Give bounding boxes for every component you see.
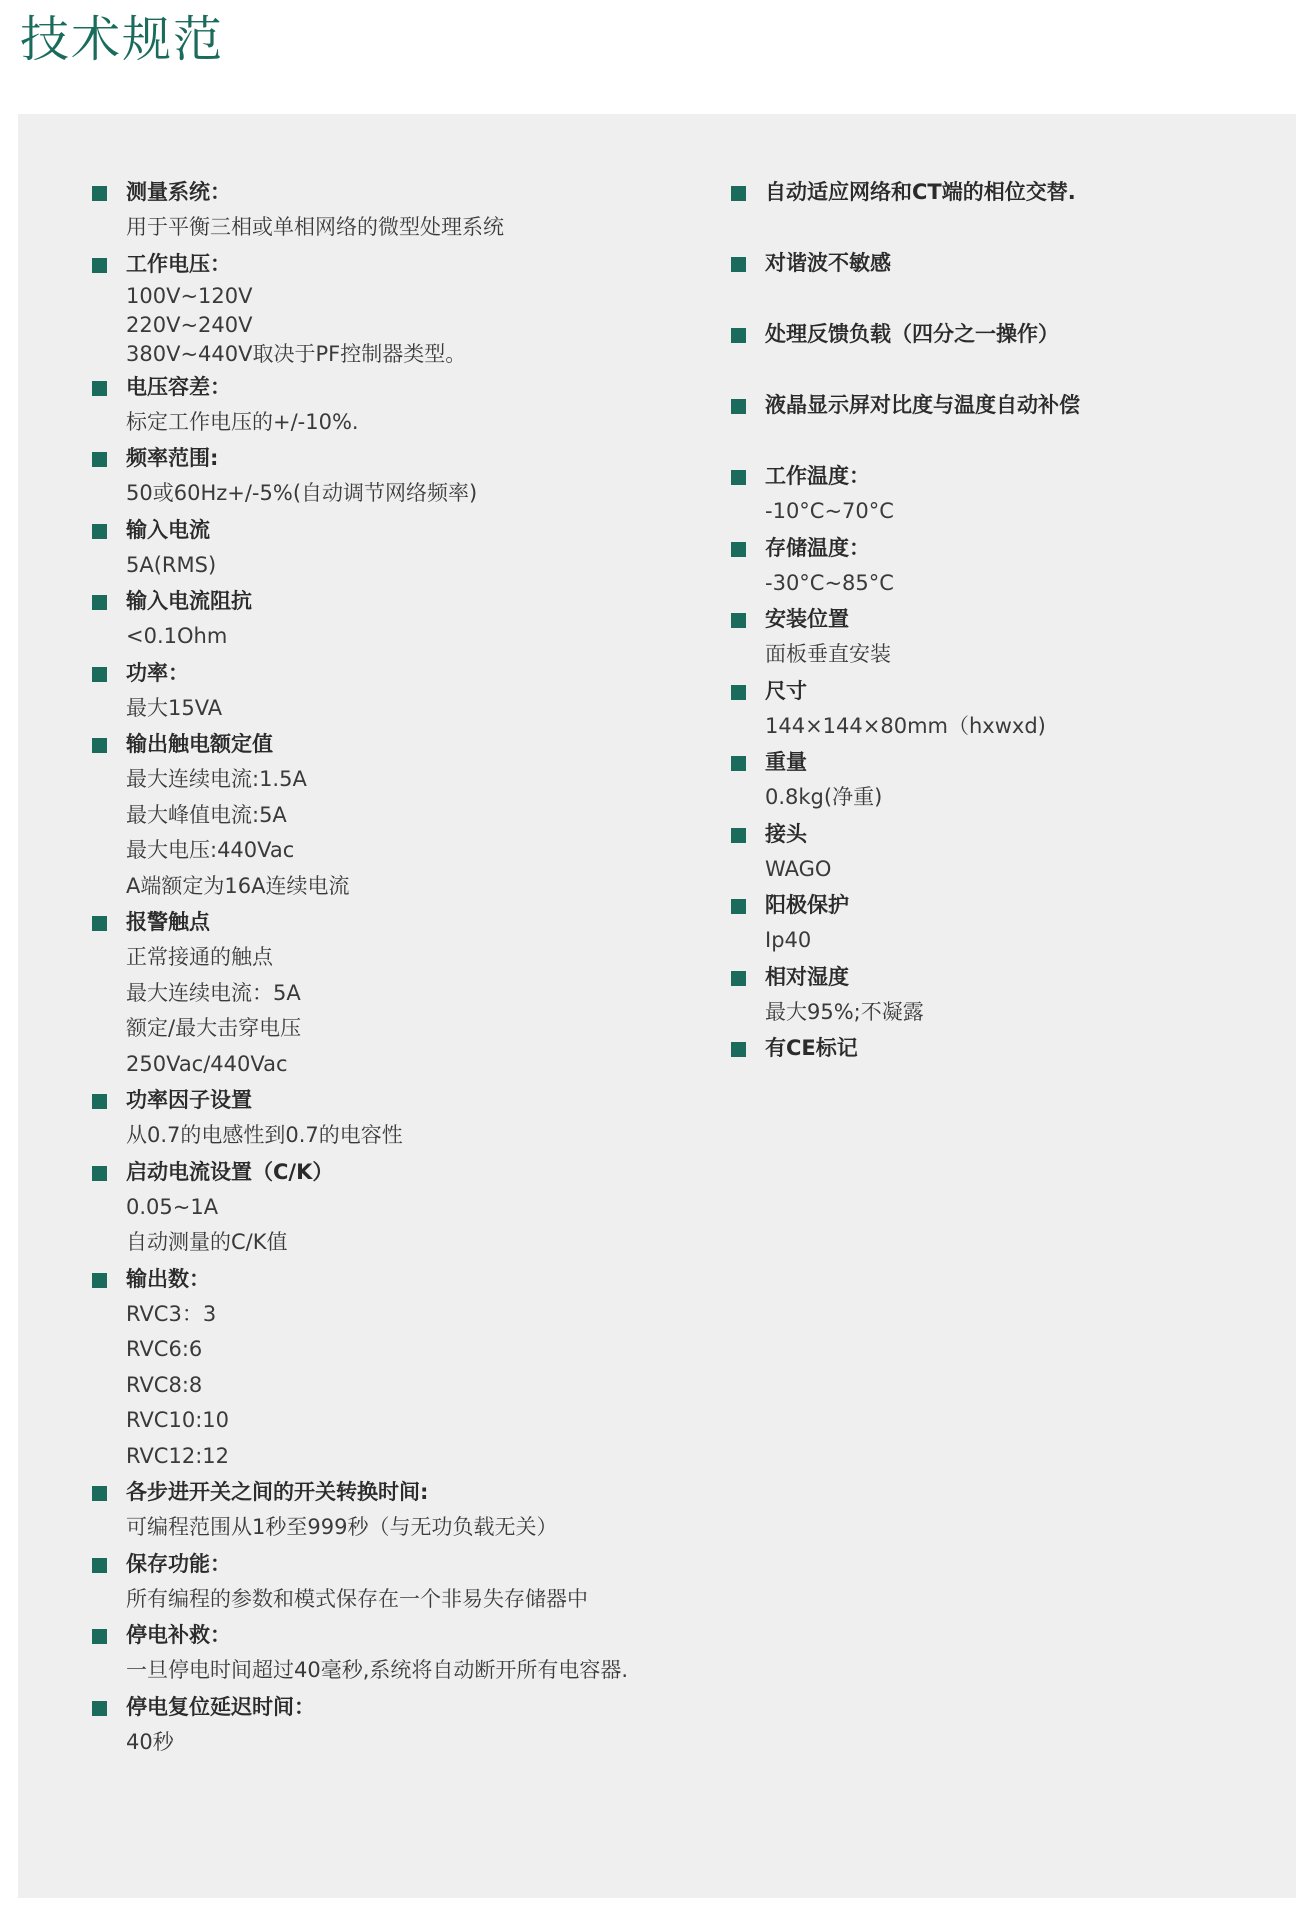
bullet-square-icon [92, 738, 107, 753]
spec-label: 重量 [765, 750, 807, 774]
spec-label: 工作电压： [126, 251, 231, 276]
bullet-square-icon [92, 1629, 107, 1644]
bullet-square-icon [92, 595, 107, 610]
spec-item [90, 655, 710, 727]
spec-item [90, 1474, 710, 1546]
bullet-square-icon [731, 613, 746, 628]
spec-value: 面板垂直安装 [765, 642, 891, 666]
spec-panel [18, 114, 1296, 1898]
spec-item [90, 174, 710, 246]
spec-value: 最大峰值电流:5A [126, 802, 287, 827]
bullet-square-icon [92, 258, 107, 273]
spec-item [90, 1082, 710, 1154]
spec-value: 从0.7的电感性到0.7的电容性 [126, 1123, 403, 1147]
spec-value: 标定工作电压的+/-10%. [126, 409, 359, 434]
spec-item [729, 530, 1269, 602]
bullet-square-icon [92, 1273, 107, 1288]
spec-item [729, 245, 1269, 281]
spec-item [729, 887, 1269, 959]
spec-label: 液晶显示屏对比度与温度自动补偿 [765, 393, 1080, 417]
spec-label: 输入电流阻抗 [126, 589, 252, 613]
spec-value: 正常接通的触点 [126, 945, 273, 969]
spec-value: 50或60Hz+/-5%(自动调节网络频率) [126, 481, 478, 505]
spec-label: 相对湿度 [765, 964, 849, 989]
bullet-square-icon [731, 899, 746, 914]
spec-item [729, 959, 1269, 1031]
bullet-square-icon [731, 756, 746, 771]
bullet-square-icon [92, 524, 107, 539]
spec-value: 自动测量的C/K值 [126, 1230, 288, 1254]
spec-label: 尺寸 [765, 678, 807, 703]
spec-item [90, 583, 710, 655]
spec-item [90, 726, 710, 904]
spec-label: 有CE标记 [765, 1036, 858, 1060]
bullet-square-icon [92, 452, 107, 467]
spec-label: 安装位置 [765, 607, 849, 631]
spec-value: 144×144×80mm（hxwxd) [765, 713, 1046, 738]
spec-value: 最大连续电流:1.5A [126, 767, 307, 791]
bullet-square-icon [92, 1486, 107, 1501]
spec-value: -30°C~85°C [765, 570, 894, 595]
spec-label: 报警触点 [126, 910, 210, 934]
spec-label: 功率： [126, 660, 189, 685]
spec-value: 380V~440V取决于PF控制器类型。 [126, 341, 467, 366]
spec-label: 频率范围: [126, 446, 219, 470]
bullet-square-icon [731, 399, 746, 414]
spec-value: Ip40 [765, 928, 812, 952]
bullet-square-icon [92, 1558, 107, 1573]
spec-value: 所有编程的参数和模式保存在一个非易失存储器中 [126, 1586, 588, 1611]
spec-value: 用于平衡三相或单相网络的微型处理系统 [126, 215, 504, 239]
spec-value: 最大15VA [126, 695, 223, 720]
spec-item [729, 816, 1269, 888]
spec-label: 接头 [765, 821, 807, 846]
bullet-square-icon [92, 667, 107, 682]
spec-item [729, 458, 1269, 530]
spec-label: 功率因子设置 [126, 1088, 252, 1112]
spec-item [90, 904, 710, 1082]
bullet-square-icon [731, 186, 746, 201]
spec-label: 输出触电额定值 [126, 732, 273, 756]
bullet-square-icon [92, 381, 107, 396]
bullet-square-icon [731, 685, 746, 700]
bullet-square-icon [92, 1094, 107, 1109]
spec-value: RVC8:8 [126, 1372, 203, 1397]
spec-value: 一旦停电时间超过40毫秒,系统将自动断开所有电容器. [126, 1658, 629, 1682]
spec-label: 处理反馈负载（四分之一操作） [765, 322, 1059, 346]
spec-value: WAGO [765, 856, 832, 881]
spec-value: 40秒 [126, 1729, 174, 1754]
bullet-square-icon [731, 470, 746, 485]
bullet-square-icon [731, 1042, 746, 1057]
spec-label: 输出数： [126, 1266, 210, 1291]
spec-item [729, 174, 1269, 210]
spec-value: RVC10:10 [126, 1408, 229, 1432]
spec-label: 阳极保护 [765, 893, 849, 917]
spec-label: 各步进开关之间的开关转换时间: [126, 1480, 429, 1504]
bullet-square-icon [731, 328, 746, 343]
spec-value: 0.05~1A [126, 1194, 219, 1219]
bullet-square-icon [731, 542, 746, 557]
spec-label: 保存功能： [126, 1551, 231, 1576]
spec-item [90, 1689, 710, 1761]
bullet-square-icon [731, 971, 746, 986]
spec-item [729, 316, 1269, 352]
spec-value: RVC12:12 [126, 1443, 229, 1468]
spec-value: 额定/最大击穿电压 [126, 1016, 302, 1040]
spec-item [90, 1261, 710, 1475]
spec-label: 启动电流设置（C/K） [126, 1159, 334, 1184]
spec-value: 220V~240V [126, 312, 253, 337]
spec-item [90, 440, 710, 512]
spec-value: 5A(RMS) [126, 552, 217, 577]
spec-value: 最大95%;不凝露 [765, 999, 924, 1024]
spec-item [90, 369, 710, 441]
spec-value: -10°C~70°C [765, 499, 894, 523]
spec-value: 0.8kg(净重) [765, 785, 883, 809]
spec-item [729, 387, 1269, 423]
spec-value: <0.1Ohm [126, 624, 228, 648]
spec-label: 对谐波不敏感 [765, 251, 891, 275]
bullet-square-icon [731, 257, 746, 272]
spec-item [729, 744, 1269, 816]
bullet-square-icon [92, 1166, 107, 1181]
bullet-square-icon [92, 186, 107, 201]
spec-column-left [90, 174, 710, 1760]
spec-label: 自动适应网络和CT端的相位交替. [765, 180, 1076, 204]
spec-value: 250Vac/440Vac [126, 1051, 288, 1076]
bullet-square-icon [92, 1701, 107, 1716]
page-title: 技术规范 [20, 11, 225, 68]
spec-label: 测量系统： [126, 180, 231, 204]
spec-label: 停电复位延迟时间： [126, 1694, 315, 1719]
spec-value: 100V~120V [126, 283, 253, 308]
spec-column-right [729, 174, 1269, 1066]
spec-value: 最大连续电流：5A [126, 980, 301, 1005]
spec-label: 电压容差： [126, 374, 231, 399]
spec-item [90, 1154, 710, 1261]
spec-value: 可编程范围从1秒至999秒（与无功负载无关） [126, 1515, 558, 1539]
spec-label: 输入电流 [126, 517, 210, 542]
spec-item [90, 246, 710, 369]
spec-item [729, 601, 1269, 673]
spec-value: 最大电压:440Vac [126, 838, 295, 862]
spec-value: A端额定为16A连续电流 [126, 873, 350, 898]
spec-label: 存储温度： [765, 535, 870, 560]
spec-label: 停电补救： [126, 1623, 231, 1647]
spec-item [90, 512, 710, 584]
bullet-square-icon [731, 828, 746, 843]
spec-value: RVC3：3 [126, 1301, 217, 1326]
spec-item [90, 1617, 710, 1689]
bullet-square-icon [92, 916, 107, 931]
spec-item [90, 1546, 710, 1618]
spec-item [729, 673, 1269, 745]
spec-item [729, 1030, 1269, 1066]
spec-label: 工作温度： [765, 464, 870, 488]
spec-value: RVC6:6 [126, 1337, 203, 1361]
